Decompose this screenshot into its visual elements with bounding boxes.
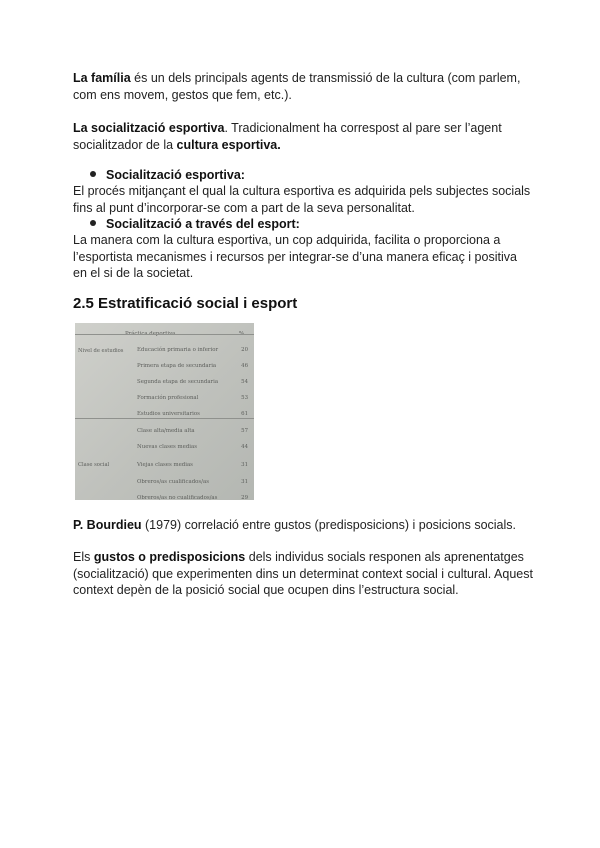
bullet-body: El procés mitjançant el qual la cultura esportiva es adquirida pels subjectes socials fins al punt d’incorporar-se com a part de la seva personalitat. bbox=[73, 184, 531, 215]
bold-term: La socialització esportiva bbox=[73, 121, 225, 135]
paragraph-text: dels individus socials responen als aprenentatges (socialització) que experimenten dins un determinat context social i cultural. Aquest context depèn de la posició social que ocupen dins l’estructura social. bbox=[73, 550, 533, 598]
paragraph-text: . Tradicionalment ha correspost al pare ser l’agent socialitzador de la bbox=[73, 121, 502, 152]
bullet-socialitzacio-esport bbox=[90, 216, 530, 233]
table-row: Nuevas clases medias 44 bbox=[137, 444, 248, 450]
table-row: Clase alta/media alta 57 bbox=[137, 428, 248, 434]
paragraph-socialitzacio bbox=[73, 120, 533, 153]
table-photo bbox=[75, 323, 254, 500]
group-label: Clase social bbox=[78, 462, 110, 468]
table-row: Primera etapa de secundaria 46 bbox=[137, 363, 248, 369]
paragraph-gustos bbox=[73, 549, 533, 599]
paragraph-text: Els bbox=[73, 550, 94, 564]
group-label: Nivel de estudios bbox=[78, 348, 124, 354]
table-row: Formación profesional 53 bbox=[137, 395, 248, 401]
bullet-title: Socialització esportiva: bbox=[106, 168, 245, 182]
bold-term: La família bbox=[73, 71, 131, 85]
paragraph-text: és un dels principals agents de transmissió de la cultura (com parlem, com ens movem, gestos que fem, etc.). bbox=[73, 71, 521, 102]
bold-term: P. Bourdieu bbox=[73, 518, 142, 532]
table-row: Viejas clases medias 31 bbox=[137, 462, 248, 468]
table-row: Obreros/as cualificados/as 31 bbox=[137, 479, 248, 485]
bold-term: gustos o predisposicions bbox=[93, 550, 246, 564]
table-row: Educación primaria o inferior 20 bbox=[137, 347, 248, 353]
bullet-icon bbox=[90, 220, 96, 226]
bullet-title: Socialització a través del esport: bbox=[106, 217, 300, 231]
table-row: Estudios universitarios 61 bbox=[137, 411, 248, 417]
table-row: Obreros/as no cualificados/as 29 bbox=[137, 495, 248, 500]
table-divider bbox=[75, 334, 254, 335]
paragraph-text: (1979) correlació entre gustos (predisposicions) i posicions socials. bbox=[141, 518, 517, 532]
bullet-socialitzacio-esportiva bbox=[90, 167, 530, 184]
section-heading: 2.5 Estratificació social i esport bbox=[73, 295, 298, 312]
bold-term: cultura esportiva. bbox=[176, 137, 281, 152]
paragraph-familia bbox=[73, 70, 533, 103]
bullet-body: La manera com la cultura esportiva, un cop adquirida, facilita o proporciona a l’esportista mecanismes i recursos per integrar-se d’una manera eficaç i positiva en el si de la societat. bbox=[73, 233, 517, 281]
table-row: Segunda etapa de secundaria 54 bbox=[137, 379, 248, 385]
table-divider bbox=[75, 418, 254, 419]
bullet-icon bbox=[90, 171, 96, 177]
paragraph-bourdieu bbox=[73, 517, 533, 534]
